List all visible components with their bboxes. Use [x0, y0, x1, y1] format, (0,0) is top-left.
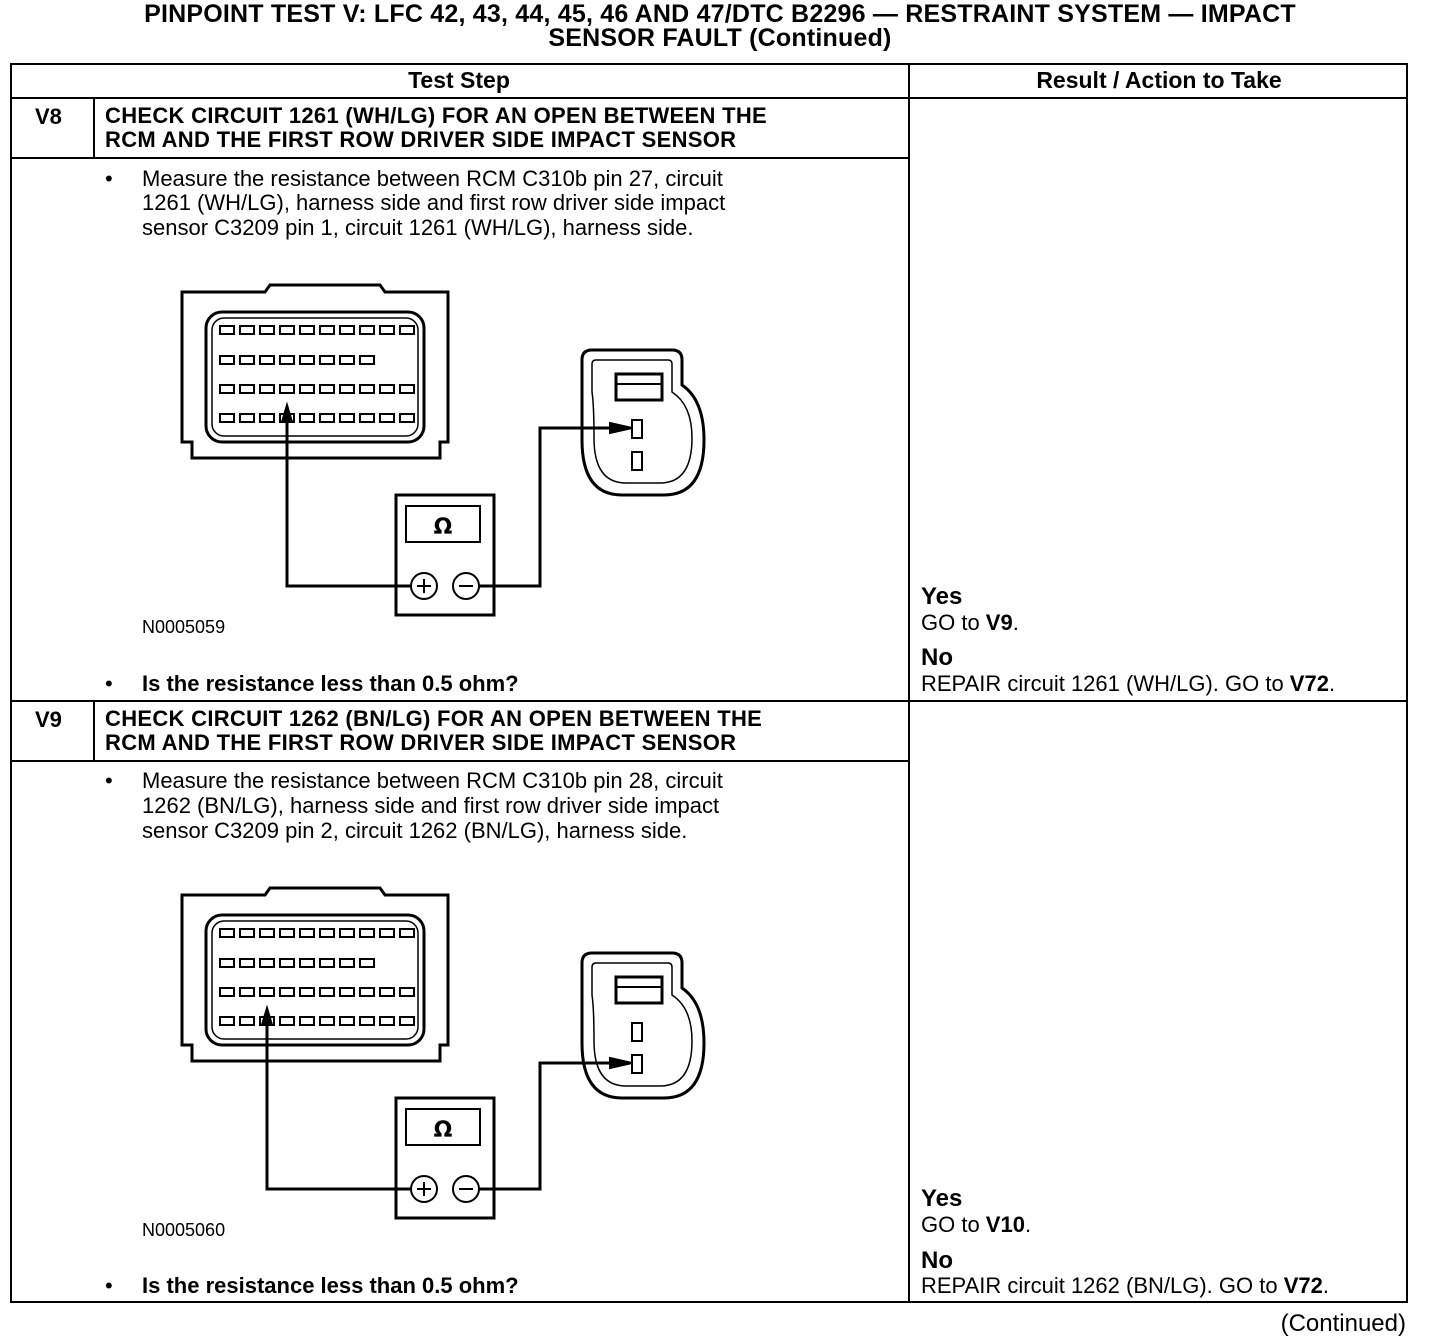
- impact-sensor-connector: [582, 350, 704, 495]
- v8-resistance-diagram: [170, 280, 730, 620]
- v9-no-step-ref: V72: [1283, 1273, 1323, 1298]
- continued-footer: (Continued): [1280, 1310, 1406, 1337]
- v9-heading-line1: CHECK CIRCUIT 1262 (BN/LG) FOR AN OPEN BETWEEN THE: [105, 706, 763, 731]
- header-divider: [10, 97, 1408, 99]
- v8-heading-line2: RCM AND THE FIRST ROW DRIVER SIDE IMPACT SENSOR: [105, 127, 737, 152]
- header-result-action: Result / Action to Take: [1036, 67, 1282, 93]
- v9-yes-action: GO to V10.: [921, 1212, 1032, 1237]
- v8-heading-divider: [10, 157, 908, 159]
- v8-lead-arrow-rcm: [282, 405, 292, 422]
- v9-bullet: •: [105, 768, 113, 793]
- v8-bullet: •: [105, 166, 113, 191]
- v9-resistance-diagram: [170, 883, 730, 1223]
- v9-lead-arrow-rcm: [262, 1008, 272, 1025]
- v8-figure-id: N0005059: [142, 617, 226, 637]
- v8-heading-line1: CHECK CIRCUIT 1261 (WH/LG) FOR AN OPEN BETWEEN THE: [105, 103, 767, 128]
- v8-meter-ohm-symbol: Ω: [433, 515, 453, 540]
- ohmmeter: [396, 495, 494, 615]
- v9-no-label: No: [921, 1247, 953, 1274]
- step-id-v9: V9: [35, 707, 62, 732]
- v9-heading-divider: [10, 760, 908, 762]
- column-divider: [908, 63, 910, 1303]
- v9-meter-ohm-symbol: Ω: [433, 1118, 453, 1143]
- v8-yes-step-ref: V9: [985, 610, 1013, 635]
- v8-instruction-line3: sensor C3209 pin 1, circuit 1261 (WH/LG), harness side.: [142, 215, 694, 240]
- v8-id-divider: [93, 97, 95, 159]
- v8-no-action: REPAIR circuit 1261 (WH/LG). GO to V72.: [921, 671, 1336, 696]
- v9-figure-id: N0005060: [142, 1220, 226, 1240]
- ohmmeter: [396, 1098, 494, 1218]
- v9-no-action: REPAIR circuit 1262 (BN/LG). GO to V72.: [921, 1273, 1329, 1298]
- v8-test-leads: [287, 420, 622, 586]
- v8-no-step-ref: V72: [1289, 671, 1329, 696]
- step-id-v8: V8: [35, 104, 62, 129]
- v9-heading-line2: RCM AND THE FIRST ROW DRIVER SIDE IMPACT SENSOR: [105, 730, 737, 755]
- v8-question: Is the resistance less than 0.5 ohm?: [142, 671, 519, 696]
- v8-instruction-line1: Measure the resistance between RCM C310b pin 27, circuit: [142, 166, 723, 191]
- v9-yes-step-ref: V10: [985, 1212, 1025, 1237]
- rcm-pin-row-1: [220, 326, 414, 334]
- v9-instruction-line2: 1262 (BN/LG), harness side and first row driver side impact: [142, 793, 720, 818]
- v9-test-leads: [267, 1023, 622, 1189]
- v9-instruction-line1: Measure the resistance between RCM C310b pin 28, circuit: [142, 768, 723, 793]
- v8-yes-action: GO to V9.: [921, 610, 1019, 635]
- page-title-line1: PINPOINT TEST V: LFC 42, 43, 44, 45, 46 AND 47/DTC B2296 — RESTRAINT SYSTEM — IMPACT: [144, 0, 1296, 28]
- v8-instruction-line2: 1261 (WH/LG), harness side and first row driver side impact: [142, 190, 726, 215]
- step-divider: [10, 700, 1408, 702]
- v9-instruction-line3: sensor C3209 pin 2, circuit 1262 (BN/LG), harness side.: [142, 818, 688, 843]
- v9-question-bullet: •: [105, 1273, 113, 1298]
- v8-no-label: No: [921, 644, 953, 671]
- v9-lead-arrow-sensor: [610, 1058, 632, 1068]
- v9-question: Is the resistance less than 0.5 ohm?: [142, 1273, 519, 1298]
- v9-id-divider: [93, 700, 95, 762]
- v8-lead-arrow-sensor: [610, 423, 632, 433]
- header-test-step: Test Step: [408, 67, 510, 93]
- v8-yes-label: Yes: [921, 583, 963, 610]
- v8-question-bullet: •: [105, 671, 113, 696]
- impact-sensor-connector: [582, 953, 704, 1098]
- v9-yes-label: Yes: [921, 1185, 963, 1212]
- page-title-line2: SENSOR FAULT (Continued): [548, 24, 892, 52]
